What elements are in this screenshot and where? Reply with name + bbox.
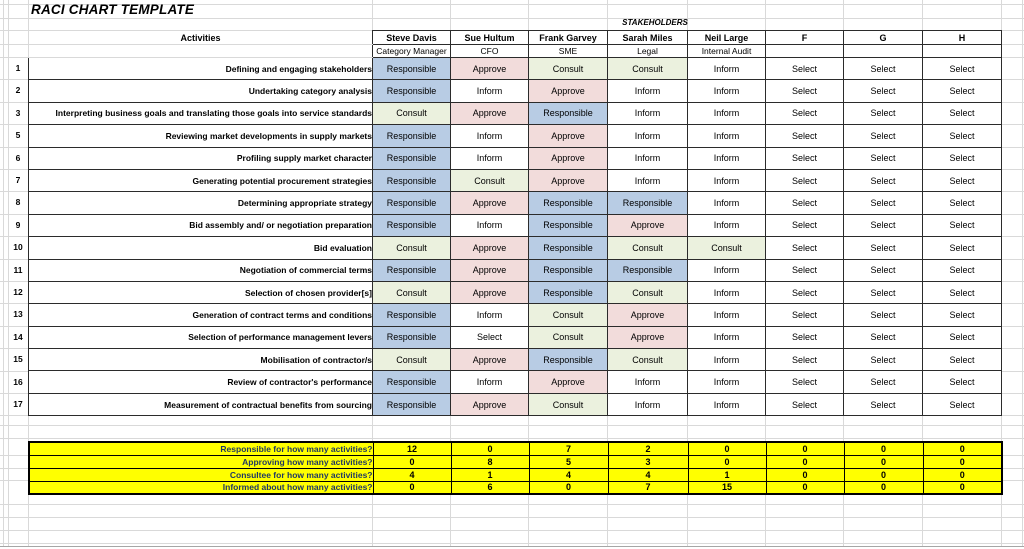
raci-cell[interactable]: Select xyxy=(923,259,1002,281)
raci-cell[interactable]: Inform xyxy=(608,371,688,393)
raci-cell[interactable]: Inform xyxy=(688,147,766,169)
row-number: 14 xyxy=(13,331,23,342)
gridline xyxy=(0,517,1024,518)
raci-cell[interactable]: Inform xyxy=(451,304,529,326)
summary-value-cell: 0 xyxy=(766,468,844,481)
row-number: 8 xyxy=(15,197,21,208)
gridline xyxy=(0,425,1024,426)
raci-cell[interactable]: Responsible xyxy=(373,80,451,102)
activity-cell[interactable]: Measurement of contractual benefits from sourcing xyxy=(29,393,373,415)
raci-cell[interactable]: Inform xyxy=(688,58,766,80)
summary-value-cell: 0 xyxy=(766,455,844,468)
row-number: 16 xyxy=(13,376,23,387)
raci-cell[interactable]: Select xyxy=(766,349,844,371)
summary-value-cell: 0 xyxy=(923,468,1002,481)
raci-cell[interactable]: Inform xyxy=(608,147,688,169)
raci-cell[interactable]: Inform xyxy=(688,192,766,214)
raci-cell[interactable]: Select xyxy=(923,371,1002,393)
row-number: 5 xyxy=(15,130,21,141)
row-number: 15 xyxy=(13,354,23,365)
stakeholder-name-cell[interactable]: H xyxy=(923,31,1002,45)
raci-cell[interactable]: Select xyxy=(923,237,1002,259)
raci-cell[interactable]: Select xyxy=(923,349,1002,371)
summary-value-cell: 3 xyxy=(608,455,688,468)
raci-cell[interactable]: Select xyxy=(844,259,923,281)
sheet-title: RACI CHART TEMPLATE xyxy=(31,2,195,17)
gridline xyxy=(0,504,1024,505)
raci-cell[interactable]: Select xyxy=(451,326,529,348)
row-number: 12 xyxy=(13,287,23,297)
stakeholder-role-cell[interactable]: Category Manager xyxy=(373,45,451,58)
table-row xyxy=(29,214,1002,236)
table-row xyxy=(29,393,1002,415)
raci-cell[interactable]: Consult xyxy=(608,349,688,371)
raci-cell[interactable]: Inform xyxy=(688,259,766,281)
raci-cell[interactable]: Select xyxy=(844,326,923,348)
table-row xyxy=(29,281,1002,303)
raci-cell[interactable]: Select xyxy=(766,147,844,169)
activity-cell[interactable]: Undertaking category analysis xyxy=(29,80,373,102)
raci-cell[interactable]: Inform xyxy=(451,125,529,147)
raci-cell[interactable]: Select xyxy=(923,58,1002,80)
raci-cell[interactable]: Responsible xyxy=(373,259,451,281)
raci-cell[interactable]: Responsible xyxy=(373,326,451,348)
activity-cell[interactable]: Mobilisation of contractor/s xyxy=(29,349,373,371)
raci-cell[interactable]: Responsible xyxy=(373,147,451,169)
summary-value-cell: 8 xyxy=(451,455,529,468)
raci-cell[interactable]: Inform xyxy=(688,281,766,303)
raci-cell[interactable]: Consult xyxy=(608,237,688,259)
raci-cell[interactable]: Inform xyxy=(688,102,766,124)
raci-cell[interactable]: Responsible xyxy=(529,281,608,303)
raci-cell[interactable]: Select xyxy=(844,237,923,259)
raci-cell[interactable]: Select xyxy=(766,125,844,147)
summary-value-cell: 0 xyxy=(766,442,844,455)
summary-value-cell: 12 xyxy=(373,442,451,455)
stakeholder-role-cell[interactable]: Legal xyxy=(608,45,688,58)
raci-cell[interactable]: Consult xyxy=(373,281,451,303)
raci-cell[interactable]: Select xyxy=(766,237,844,259)
raci-cell[interactable]: Approve xyxy=(529,371,608,393)
activities-header: Activities xyxy=(29,31,373,45)
summary-value-cell: 5 xyxy=(529,455,608,468)
raci-cell[interactable]: Responsible xyxy=(373,125,451,147)
stakeholder-name-cell[interactable]: Steve Davis xyxy=(373,31,451,45)
raci-cell[interactable]: Select xyxy=(766,281,844,303)
raci-cell[interactable]: Approve xyxy=(529,125,608,147)
raci-cell[interactable]: Approve xyxy=(451,259,529,281)
raci-cell[interactable]: Select xyxy=(844,214,923,236)
gridline xyxy=(0,543,1024,544)
raci-cell[interactable]: Responsible xyxy=(608,259,688,281)
raci-cell[interactable]: Responsible xyxy=(373,393,451,415)
row-number: 3 xyxy=(15,107,21,118)
raci-cell[interactable]: Inform xyxy=(608,393,688,415)
raci-cell[interactable]: Select xyxy=(844,281,923,303)
summary-value-cell: 0 xyxy=(688,442,766,455)
raci-cell[interactable]: Responsible xyxy=(373,58,451,80)
summary-value-cell: 0 xyxy=(923,442,1002,455)
raci-cell[interactable]: Select xyxy=(766,214,844,236)
raci-cell[interactable]: Select xyxy=(766,304,844,326)
raci-cell[interactable]: Approve xyxy=(451,102,529,124)
raci-cell[interactable]: Responsible xyxy=(373,214,451,236)
activity-cell[interactable]: Profiling supply market character xyxy=(29,147,373,169)
summary-value-cell: 0 xyxy=(451,442,529,455)
stakeholder-name-cell[interactable]: Sue Hultum xyxy=(451,31,529,45)
summary-value-cell: 7 xyxy=(608,481,688,494)
raci-cell[interactable]: Inform xyxy=(688,214,766,236)
raci-cell[interactable]: Inform xyxy=(451,147,529,169)
summary-value-cell: 0 xyxy=(844,481,923,494)
table-row xyxy=(29,259,1002,281)
activity-cell[interactable]: Reviewing market developments in supply markets xyxy=(29,125,373,147)
raci-cell[interactable]: Consult xyxy=(529,58,608,80)
summary-value-cell: 0 xyxy=(529,481,608,494)
raci-cell[interactable]: Approve xyxy=(451,58,529,80)
summary-value-cell: 0 xyxy=(923,481,1002,494)
row-number: 2 xyxy=(15,85,21,96)
raci-cell[interactable]: Consult xyxy=(529,393,608,415)
activity-cell[interactable]: Selection of performance management levers xyxy=(29,326,373,348)
raci-cell[interactable]: Select xyxy=(923,214,1002,236)
summary-row xyxy=(29,481,1002,494)
stakeholder-role-cell[interactable]: CFO xyxy=(451,45,529,58)
raci-cell[interactable]: Consult xyxy=(373,237,451,259)
raci-cell[interactable]: Select xyxy=(844,393,923,415)
raci-cell[interactable]: Select xyxy=(923,281,1002,303)
summary-value-cell: 6 xyxy=(451,481,529,494)
activity-cell[interactable]: Interpreting business goals and translating those goals into service standards xyxy=(29,102,373,124)
raci-cell[interactable]: Approve xyxy=(529,169,608,191)
summary-value-cell: 1 xyxy=(688,468,766,481)
raci-cell[interactable]: Inform xyxy=(608,102,688,124)
raci-cell[interactable]: Select xyxy=(844,102,923,124)
activity-cell[interactable]: Generating potential procurement strategies xyxy=(29,169,373,191)
raci-cell[interactable]: Select xyxy=(766,58,844,80)
summary-table xyxy=(28,441,1003,495)
activity-cell[interactable]: Defining and engaging stakeholders xyxy=(29,58,373,80)
row-number: 13 xyxy=(13,309,23,320)
raci-cell[interactable]: Inform xyxy=(688,125,766,147)
raci-cell[interactable]: Inform xyxy=(608,125,688,147)
stakeholders-header: STAKEHOLDERS xyxy=(622,18,688,27)
summary-row xyxy=(29,468,1002,481)
raci-cell[interactable]: Responsible xyxy=(373,169,451,191)
raci-cell[interactable]: Select xyxy=(766,371,844,393)
raci-cell[interactable]: Select xyxy=(766,169,844,191)
activity-cell[interactable]: Bid evaluation xyxy=(29,237,373,259)
raci-cell[interactable]: Responsible xyxy=(373,192,451,214)
raci-cell[interactable]: Select xyxy=(923,147,1002,169)
gridline xyxy=(0,530,1024,531)
row-number: 7 xyxy=(15,175,21,185)
raci-cell[interactable]: Approve xyxy=(608,304,688,326)
raci-cell[interactable]: Consult xyxy=(529,326,608,348)
stakeholder-name-cell[interactable]: G xyxy=(844,31,923,45)
raci-cell[interactable]: Consult xyxy=(608,58,688,80)
stakeholder-name-cell[interactable]: Sarah Miles xyxy=(608,31,688,45)
stakeholder-name-cell[interactable]: F xyxy=(766,31,844,45)
stakeholder-role-cell[interactable] xyxy=(766,45,844,58)
raci-cell[interactable]: Approve xyxy=(451,281,529,303)
row-number: 9 xyxy=(15,219,21,230)
raci-cell[interactable]: Approve xyxy=(608,326,688,348)
raci-cell[interactable]: Select xyxy=(923,326,1002,348)
gridline xyxy=(1022,0,1023,546)
summary-label: Approving how many activities? xyxy=(29,455,373,468)
raci-cell[interactable]: Select xyxy=(844,304,923,326)
raci-cell[interactable]: Inform xyxy=(608,169,688,191)
raci-cell[interactable]: Responsible xyxy=(529,237,608,259)
raci-cell[interactable]: Approve xyxy=(529,80,608,102)
raci-cell[interactable]: Approve xyxy=(451,349,529,371)
stakeholder-role-cell[interactable] xyxy=(923,45,1002,58)
stakeholder-name-cell[interactable]: Frank Garvey xyxy=(529,31,608,45)
table-row xyxy=(29,304,1002,326)
table-row xyxy=(29,102,1002,124)
stakeholder-role-cell[interactable]: SME xyxy=(529,45,608,58)
raci-cell[interactable]: Responsible xyxy=(529,259,608,281)
raci-cell[interactable]: Approve xyxy=(451,237,529,259)
table-row xyxy=(29,147,1002,169)
raci-cell[interactable]: Responsible xyxy=(373,304,451,326)
gridline xyxy=(3,0,4,546)
summary-label: Consultee for how many activities? xyxy=(29,468,373,481)
raci-cell[interactable]: Inform xyxy=(688,393,766,415)
stakeholder-role-cell[interactable] xyxy=(844,45,923,58)
row-number: 17 xyxy=(13,399,23,409)
summary-row xyxy=(29,442,1002,455)
table-row xyxy=(29,169,1002,191)
raci-cell[interactable]: Inform xyxy=(688,326,766,348)
raci-cell[interactable]: Approve xyxy=(608,214,688,236)
raci-cell[interactable]: Consult xyxy=(688,237,766,259)
raci-cell[interactable]: Approve xyxy=(451,192,529,214)
raci-cell[interactable]: Select xyxy=(766,80,844,102)
raci-cell[interactable]: Select xyxy=(766,393,844,415)
table-row xyxy=(29,58,1002,80)
raci-cell[interactable]: Select xyxy=(844,371,923,393)
table-row xyxy=(29,237,1002,259)
raci-cell[interactable]: Select xyxy=(844,349,923,371)
raci-cell[interactable]: Select xyxy=(923,304,1002,326)
raci-cell[interactable]: Select xyxy=(766,259,844,281)
raci-cell[interactable]: Inform xyxy=(451,214,529,236)
activity-cell[interactable]: Bid assembly and/ or negotiation preparation xyxy=(29,214,373,236)
raci-cell[interactable]: Consult xyxy=(373,102,451,124)
summary-value-cell: 4 xyxy=(608,468,688,481)
raci-cell[interactable]: Select xyxy=(766,326,844,348)
raci-cell[interactable]: Select xyxy=(923,169,1002,191)
summary-value-cell: 0 xyxy=(688,455,766,468)
raci-cell[interactable]: Inform xyxy=(451,80,529,102)
stakeholder-role-cell[interactable]: Internal Audit xyxy=(688,45,766,58)
raci-cell[interactable]: Select xyxy=(923,393,1002,415)
table-row xyxy=(29,192,1002,214)
raci-cell[interactable]: Responsible xyxy=(529,192,608,214)
activity-cell[interactable]: Review of contractor's performance xyxy=(29,371,373,393)
raci-cell[interactable]: Inform xyxy=(688,349,766,371)
raci-cell[interactable]: Select xyxy=(766,102,844,124)
raci-cell[interactable]: Select xyxy=(923,125,1002,147)
summary-value-cell: 7 xyxy=(529,442,608,455)
summary-value-cell: 0 xyxy=(923,455,1002,468)
table-row xyxy=(29,349,1002,371)
raci-cell[interactable]: Inform xyxy=(688,371,766,393)
raci-cell[interactable]: Consult xyxy=(529,304,608,326)
stakeholder-name-cell[interactable]: Neil Large xyxy=(688,31,766,45)
summary-value-cell: 15 xyxy=(688,481,766,494)
raci-cell[interactable]: Inform xyxy=(688,304,766,326)
summary-value-cell: 0 xyxy=(373,455,451,468)
summary-value-cell: 2 xyxy=(608,442,688,455)
raci-cell[interactable]: Consult xyxy=(373,349,451,371)
raci-table xyxy=(28,30,1002,416)
table-row xyxy=(29,326,1002,348)
activity-cell[interactable]: Negotiation of commercial terms xyxy=(29,259,373,281)
raci-cell[interactable]: Responsible xyxy=(608,192,688,214)
row-number: 1 xyxy=(15,63,21,73)
raci-cell[interactable]: Select xyxy=(844,169,923,191)
raci-cell[interactable]: Select xyxy=(923,80,1002,102)
summary-label: Informed about how many activities? xyxy=(29,481,373,494)
gridline xyxy=(0,438,1024,439)
row-number: 11 xyxy=(13,264,23,275)
raci-cell[interactable]: Select xyxy=(844,192,923,214)
summary-value-cell: 0 xyxy=(766,481,844,494)
raci-cell[interactable]: Responsible xyxy=(373,371,451,393)
raci-cell[interactable]: Responsible xyxy=(529,102,608,124)
raci-cell[interactable]: Inform xyxy=(451,371,529,393)
table-row xyxy=(29,371,1002,393)
summary-row xyxy=(29,455,1002,468)
activities-header-spacer xyxy=(29,45,373,58)
summary-value-cell: 4 xyxy=(529,468,608,481)
raci-cell[interactable]: Responsible xyxy=(529,214,608,236)
activity-cell[interactable]: Determining appropriate strategy xyxy=(29,192,373,214)
raci-cell[interactable]: Inform xyxy=(688,169,766,191)
activity-cell[interactable]: Selection of chosen provider[s] xyxy=(29,281,373,303)
raci-cell[interactable]: Select xyxy=(844,147,923,169)
row-number: 10 xyxy=(13,242,23,253)
raci-cell[interactable]: Select xyxy=(844,58,923,80)
raci-cell[interactable]: Select xyxy=(766,192,844,214)
summary-value-cell: 4 xyxy=(373,468,451,481)
raci-cell[interactable]: Responsible xyxy=(529,349,608,371)
raci-cell[interactable]: Inform xyxy=(688,80,766,102)
raci-cell[interactable]: Consult xyxy=(608,281,688,303)
summary-value-cell: 0 xyxy=(844,455,923,468)
summary-value-cell: 0 xyxy=(844,442,923,455)
summary-value-cell: 0 xyxy=(373,481,451,494)
raci-cell[interactable]: Select xyxy=(923,192,1002,214)
summary-value-cell: 0 xyxy=(844,468,923,481)
summary-label: Responsible for how many activities? xyxy=(29,442,373,455)
row-number: 6 xyxy=(15,152,21,163)
raci-cell[interactable]: Consult xyxy=(451,169,529,191)
window-bottom-divider xyxy=(0,546,1024,547)
table-row xyxy=(29,80,1002,102)
summary-value-cell: 1 xyxy=(451,468,529,481)
raci-cell[interactable]: Select xyxy=(923,102,1002,124)
raci-cell[interactable]: Approve xyxy=(451,393,529,415)
raci-cell[interactable]: Select xyxy=(844,125,923,147)
raci-cell[interactable]: Inform xyxy=(608,80,688,102)
activity-cell[interactable]: Generation of contract terms and conditions xyxy=(29,304,373,326)
table-row xyxy=(29,125,1002,147)
raci-cell[interactable]: Select xyxy=(844,80,923,102)
raci-cell[interactable]: Approve xyxy=(529,147,608,169)
